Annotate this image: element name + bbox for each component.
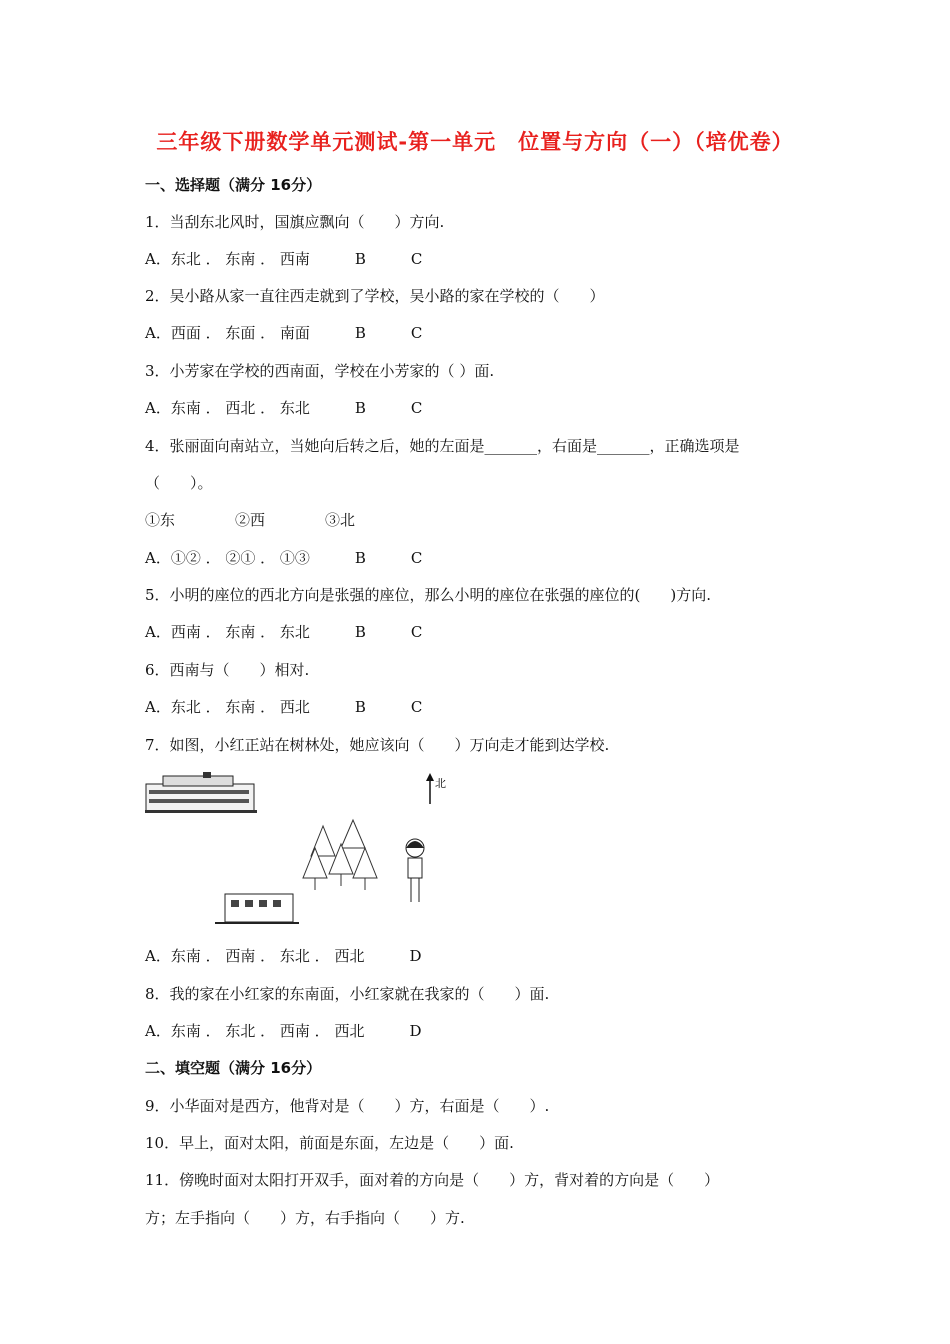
options-3: A．东南 ． 西北 ． 东北 B C <box>145 399 423 417</box>
question-11: 11．傍晚时面对太阳打开双手，面对着的方向是（ ）方，背对着的方向是（ ） <box>145 1171 720 1189</box>
options-6: A．东北 ． 东南 ． 西北 B C <box>145 698 423 716</box>
question-4-answer-blank: （ ）。 <box>145 474 213 492</box>
girl-figure-icon <box>406 839 424 902</box>
question-4: 4．张丽面向南站立，当她向后转之后，她的左面是_______，右面是_______，正确选项是 <box>145 437 740 455</box>
page-title: 三年级下册数学单元测试-第一单元 位置与方向（一）（培优卷） <box>156 130 794 154</box>
home-building-icon <box>215 894 299 923</box>
question-1: 1．当刮东北风时，国旗应飘向（ ）方向. <box>145 213 445 231</box>
options-7: A．东南 ． 西南 ． 东北 ． 西北 D <box>145 947 422 965</box>
question-11-continued: 方；左手指向（ ）方，右手指向（ ）方. <box>145 1209 465 1227</box>
options-2: A．西面 ． 东面 ． 南面 B C <box>145 324 423 342</box>
question-7: 7．如图，小红正站在树林处，她应该向（ ）万向走才能到达学校. <box>145 736 610 754</box>
map-figure <box>143 770 463 930</box>
question-10: 10．早上，面对太阳，前面是东面，左边是（ ）面. <box>145 1134 514 1152</box>
question-8: 8．我的家在小红家的东南面，小红家就在我家的（ ）面. <box>145 985 550 1003</box>
north-label: 北 <box>435 777 446 790</box>
north-arrow-icon <box>426 773 446 804</box>
question-2: 2．吴小路从家一直往西走就到了学校，吴小路的家在学校的（ ） <box>145 287 605 305</box>
options-8: A．东南 ． 东北 ． 西南 ． 西北 D <box>145 1022 422 1040</box>
forest-trees-icon <box>303 820 377 890</box>
question-4-choices: ①东 ②西 ③北 <box>145 511 356 529</box>
school-building-icon <box>145 772 257 813</box>
question-5: 5．小明的座位的西北方向是张强的座位，那么小明的座位在张强的座位的( )方向. <box>145 586 712 604</box>
question-6: 6．西南与（ ）相对. <box>145 661 310 679</box>
options-1: A．东北 ． 东南 ． 西南 B C <box>145 250 423 268</box>
options-4: A．①② ． ②① ． ①③ B C <box>145 549 423 567</box>
question-9: 9．小华面对是西方，他背对是（ ）方，右面是（ ）. <box>145 1097 550 1115</box>
section-heading-fill: 二、填空题（满分 16分） <box>145 1059 322 1077</box>
section-heading-choice: 一、选择题（满分 16分） <box>145 176 322 194</box>
question-3: 3．小芳家在学校的西南面，学校在小芳家的（ ）面. <box>145 362 495 380</box>
options-5: A．西南 ． 东南 ． 东北 B C <box>145 623 423 641</box>
